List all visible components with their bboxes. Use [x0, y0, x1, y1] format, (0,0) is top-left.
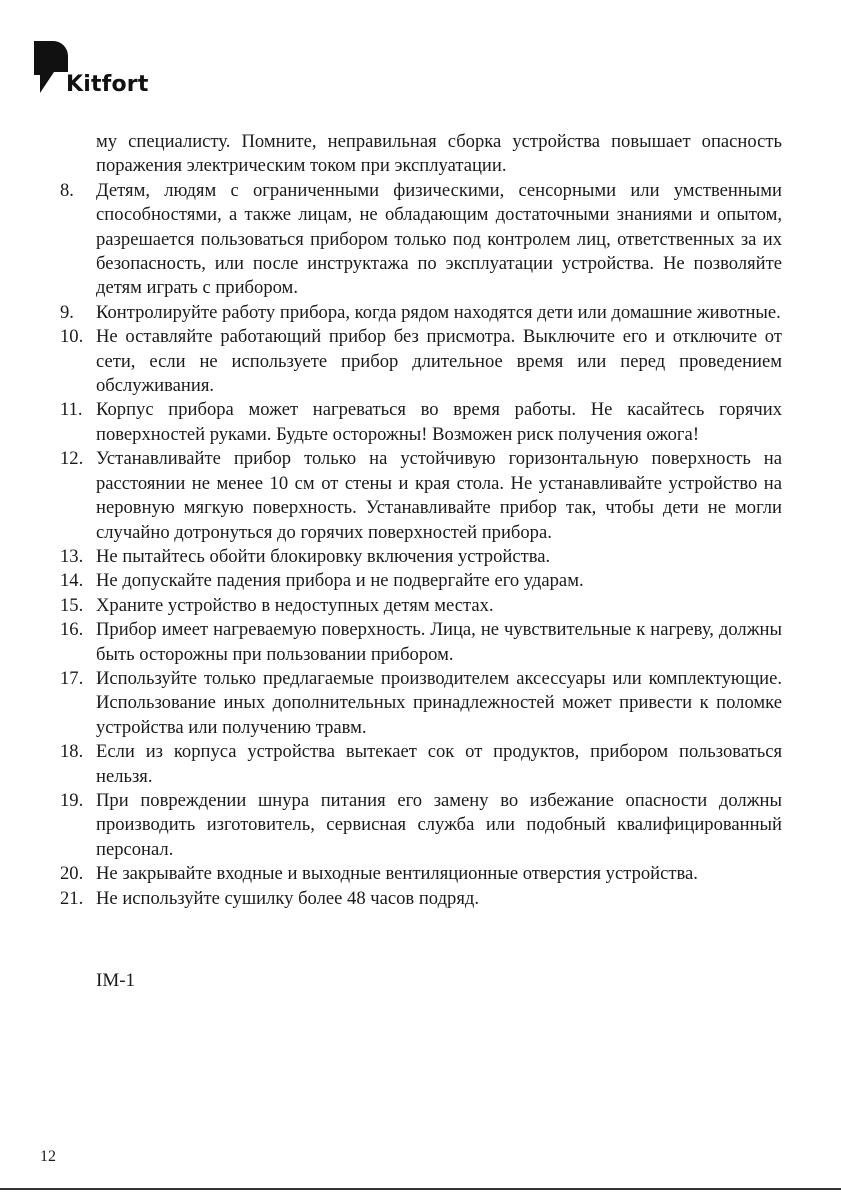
item-number: 18. — [60, 741, 84, 763]
list-item — [60, 887, 782, 911]
page-bottom-rule — [0, 1188, 841, 1190]
list-item — [60, 569, 782, 593]
brand-name: Kitfort — [66, 72, 149, 97]
item-text: Контролируйте работу прибора, когда рядом находятся дети или домашние животные. — [96, 301, 781, 323]
item-text: Не оставляйте работающий прибор без присмотра. Выключите его и отключите от сети, если не используете прибор длительное время или перед проведением обслуживания. — [96, 326, 782, 397]
brand-logo — [34, 41, 149, 101]
item-number: 16. — [60, 619, 84, 641]
item-number: 19. — [60, 789, 84, 811]
item-text: Используйте только предлагаемые производителем аксессуары или комплектующие. Использование иных дополнительных принадлежностей может привести к поломке устройства или получению травм. — [96, 667, 782, 738]
item-text: Не допускайте падения прибора и не подвергайте его ударам. — [96, 570, 584, 592]
item-text: Если из корпуса устройства вытекает сок от продуктов, прибором пользоваться нельзя. — [96, 741, 782, 787]
list-item — [60, 594, 782, 618]
item-text: Корпус прибора может нагреваться во время работы. Не касайтесь горячих поверхностей руками. Будьте осторожны! Возможен риск получения ожога! — [96, 399, 782, 445]
list-item — [60, 618, 782, 667]
item-text: Прибор имеет нагреваемую поверхность. Лица, не чувствительные к нагреву, должны быть осторожны при пользовании прибором. — [96, 619, 782, 665]
item-text: Не используйте сушилку более 48 часов подряд. — [96, 887, 479, 909]
item-number: 12. — [60, 448, 84, 470]
item-number: 9. — [60, 301, 74, 323]
list-item — [60, 789, 782, 862]
item-text: Не пытайтесь обойти блокировку включения устройства. — [96, 545, 551, 567]
item-number: 17. — [60, 667, 84, 689]
item-number: 13. — [60, 545, 84, 567]
list-item — [60, 325, 782, 398]
item-number: 14. — [60, 570, 84, 592]
intro-paragraph: му специалисту. Помните, неправильная сборка устройства повышает опасность поражения электрическим током при эксплуатации. — [96, 131, 782, 177]
item-text: При повреждении шнура питания его замену во избежание опасности должны производить изготовитель, сервисная служба или подобный квалифицированный персонал. — [96, 789, 782, 860]
list-item — [60, 398, 782, 447]
item-text: Храните устройство в недоступных детям местах. — [96, 594, 494, 616]
list-item — [60, 740, 782, 789]
page-number: 12 — [40, 1148, 56, 1165]
item-number: 11. — [60, 399, 83, 421]
item-number: 15. — [60, 594, 84, 616]
item-number: 21. — [60, 887, 84, 909]
item-number: 20. — [60, 863, 84, 885]
kitfort-logo-icon — [34, 41, 68, 93]
item-text: Устанавливайте прибор только на устойчивую горизонтальную поверхность на расстоянии не менее 10 см от стены и края стола. Не устанавливайте устройство на неровную мягкую поверхность. Устанавливайте прибор так, чтобы дети не могли случайно дотронуться до горячих поверхностей прибора. — [96, 448, 782, 543]
item-number: 8. — [60, 179, 74, 201]
item-text: Не закрывайте входные и выходные вентиляционные отверстия устройства. — [96, 863, 698, 885]
list-item — [60, 862, 782, 886]
list-item — [60, 447, 782, 545]
list-item — [60, 667, 782, 740]
list-item — [60, 179, 782, 301]
instructions-list — [60, 130, 782, 911]
list-item — [60, 301, 782, 325]
item-number: 10. — [60, 326, 84, 348]
list-item — [60, 545, 782, 569]
item-text: Детям, людям с ограниченными физическими, сенсорными или умственными способностями, а также лицам, не обладающим достаточными знаниями и опытом, разрешается пользоваться прибором только под контролем лиц, ответственных за их безопасность, или после инструктажа по эксплуатации устройства. Не позволяйте детям играть с прибором. — [96, 179, 782, 299]
model-code: IM-1 — [96, 970, 136, 991]
